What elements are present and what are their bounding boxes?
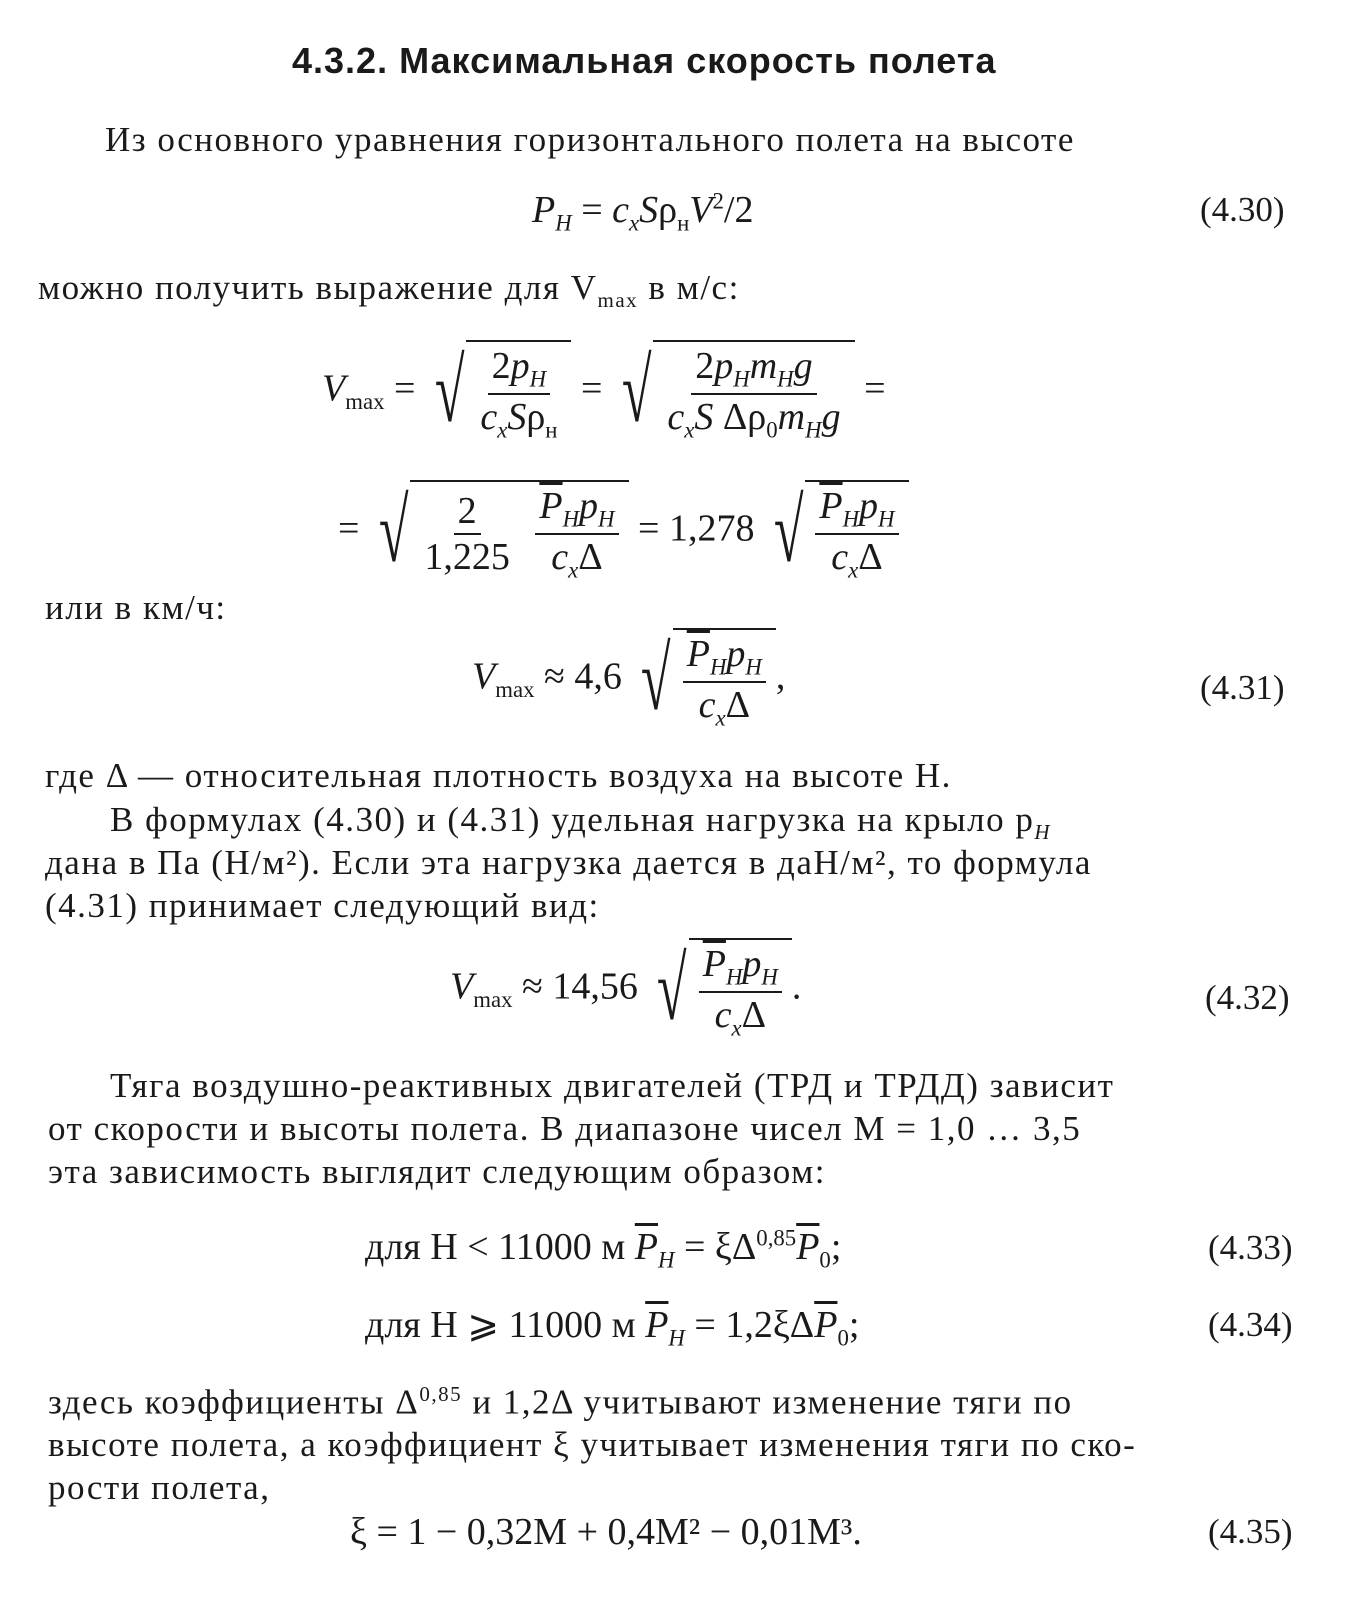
equation-4-32: $V_{max} \approx 14,56$ √ $\frac{P_Hp_H}{c_x\Delta}$ . (450, 939, 802, 1041)
equation-4-34: для H ⩾ 11000 м $\overline{P}_H = 1,2\xi\Delta\overline{P}_0$; (365, 1304, 860, 1351)
equation-4-33: для H < 11000 м $\overline{P}_H = \xi\Delta^{0,85}\overline{P}_0$; (365, 1225, 842, 1273)
equation-number-4-34: (4.34) (1208, 1305, 1293, 1344)
equation-number-4-32: (4.32) (1205, 978, 1290, 1017)
paragraph-5-line-2: дана в Па (Н/м²). Если эта нагрузка дается в даН/м², то формула (45, 843, 1092, 882)
equation-number-4-31: (4.31) (1200, 668, 1285, 707)
section-title: Максимальная скорость полета (399, 40, 997, 81)
paragraph-6-line-2: от скорости и высоты полета. В диапазоне чисел M = 1,0 … 3,5 (48, 1109, 1082, 1148)
paragraph-6-line-3: эта зависимость выглядит следующим образом: (48, 1152, 827, 1191)
equation-4-31: $V_{max} \approx 4,6$ √ $\frac{P_Hp_H}{c_x\Delta}$ , (472, 629, 786, 731)
paragraph-4: где Δ — относительная плотность воздуха на высоте H. (45, 756, 952, 795)
vmax-derivation-line-1: $V_{max}$ = √ $\frac{2p_H}{c_xS\rho_н}$ = √ $\frac{2p_Hm_Hg}{c_xS \Delta\rho_0m_Hg}$ = (322, 341, 886, 443)
paragraph-1: Из основного уравнения горизонтального полета на высоте (105, 120, 1075, 159)
vmax-derivation-line-2: = √ $\frac{2}{1,225}$ $\frac{\overline{P}_Hp_H}{c_x\Delta}$ = 1,278 √ $\frac{P_Hp_H}{c_x\Delta}$ (338, 480, 909, 583)
paragraph-6-line-1: Тяга воздушно-реактивных двигателей (ТРД и ТРДД) зависит (110, 1066, 1115, 1105)
equation-number-4-30: (4.30) (1200, 190, 1285, 229)
paragraph-7-line-1: здесь коэффициенты Δ$^{0,85}$ и 1,2Δ учитывают изменение тяги по (48, 1382, 1073, 1422)
equation-4-30: $P_H = c_xS\rho_нV^2/2$ (532, 188, 754, 236)
paragraph-5-line-3: (4.31) принимает следующий вид: (45, 886, 600, 925)
paragraph-5-line-1: В формулах (4.30) и (4.31) удельная нагрузка на крыло $p_H$ (110, 800, 1052, 844)
section-number: 4.3.2. (292, 40, 389, 81)
paragraph-2: можно получить выражение для $V_{max}$ в м/с: (38, 268, 740, 312)
paragraph-3: или в км/ч: (45, 588, 227, 627)
equation-4-35: ξ = 1 − 0,32M + 0,4M² − 0,01M³. (350, 1511, 862, 1553)
equation-number-4-33: (4.33) (1208, 1228, 1293, 1267)
paragraph-7-line-3: рости полета, (48, 1468, 271, 1507)
equation-number-4-35: (4.35) (1208, 1512, 1293, 1551)
section-heading (292, 40, 996, 82)
paragraph-7-line-2: высоте полета, а коэффициент ξ учитывает изменения тяги по ско- (48, 1425, 1137, 1464)
